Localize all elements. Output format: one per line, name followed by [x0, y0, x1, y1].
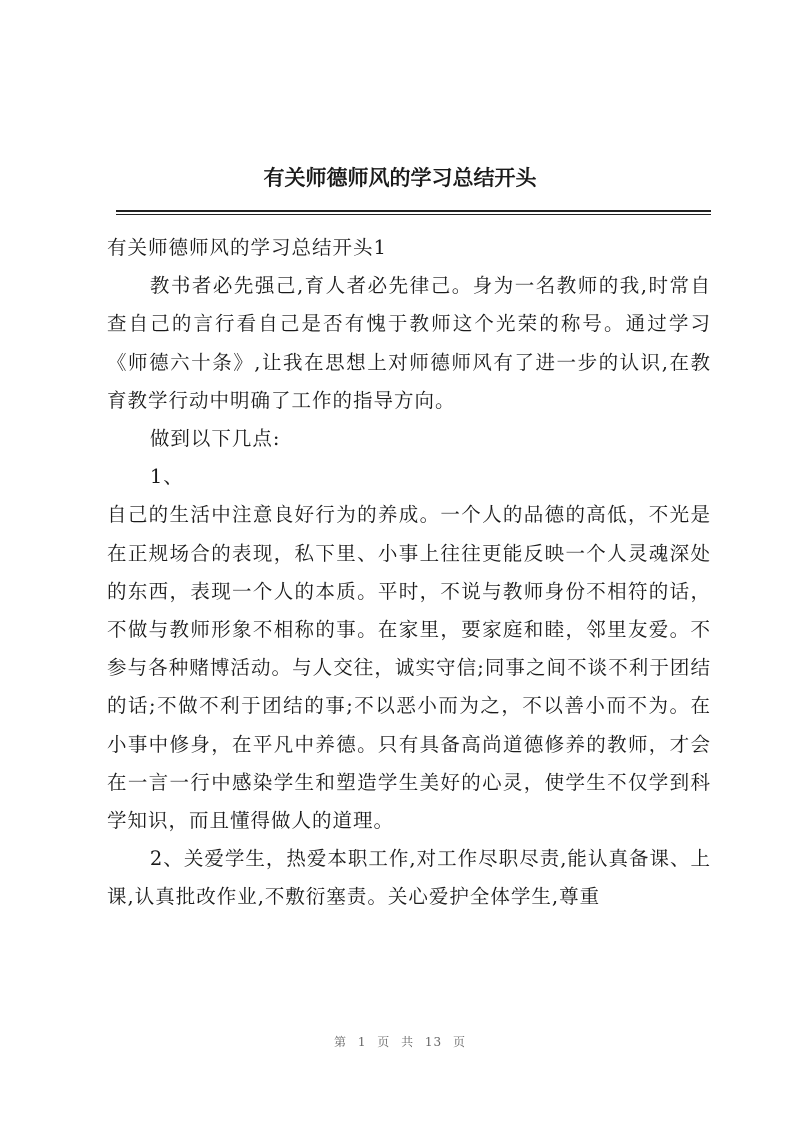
page-title: 有关师德师风的学习总结开头: [263, 166, 537, 190]
document-body: [107, 229, 711, 917]
paragraph-intro: 教书者必先强己,育人者必先律己。身为一名教师的我,时常自查自己的言行看自己是否有愧于教师这个光荣的称号。通过学习《师德六十条》,让我在思想上对师德师风有了进一步的认识,在教育教学行动中明确了工作的指导方向。: [107, 274, 711, 412]
paragraph-point-1-number: 1、: [149, 465, 184, 489]
page-number-footer: 第 1 页 共 13 页: [334, 1035, 466, 1049]
paragraph-point-1-body: 自己的生活中注意良好行为的养成。一个人的品德的高低，不光是在正规场合的表现，私下里、小事上往往更能反映一个人灵魂深处的东西，表现一个人的本质。平时，不说与教师身份不相符的话，不做与教师形象不相称的事。在家里，要家庭和睦，邻里友爱。不参与各种赌博活动。与人交往，诚实守信;同事之间不谈不利于团结的话;不做不利于团结的事;不以恶小而为之，不以善小而不为。在小事中修身，在平凡中养德。只有具备高尚道德修养的教师，才会在一言一行中感染学生和塑造学生美好的心灵，使学生不仅学到科学知识，而且懂得做人的道理。: [107, 503, 711, 833]
paragraph-point-2: 2、关爱学生，热爱本职工作,对工作尽职尽责,能认真备课、上课,认真批改作业,不敷衍塞责。关心爱护全体学生,尊重: [107, 847, 711, 909]
title-divider: [116, 210, 711, 212]
title-divider-thin: [116, 214, 711, 215]
section-heading: 有关师德师风的学习总结开头1: [107, 236, 387, 259]
paragraph-points-lead: 做到以下几点:: [149, 427, 281, 451]
